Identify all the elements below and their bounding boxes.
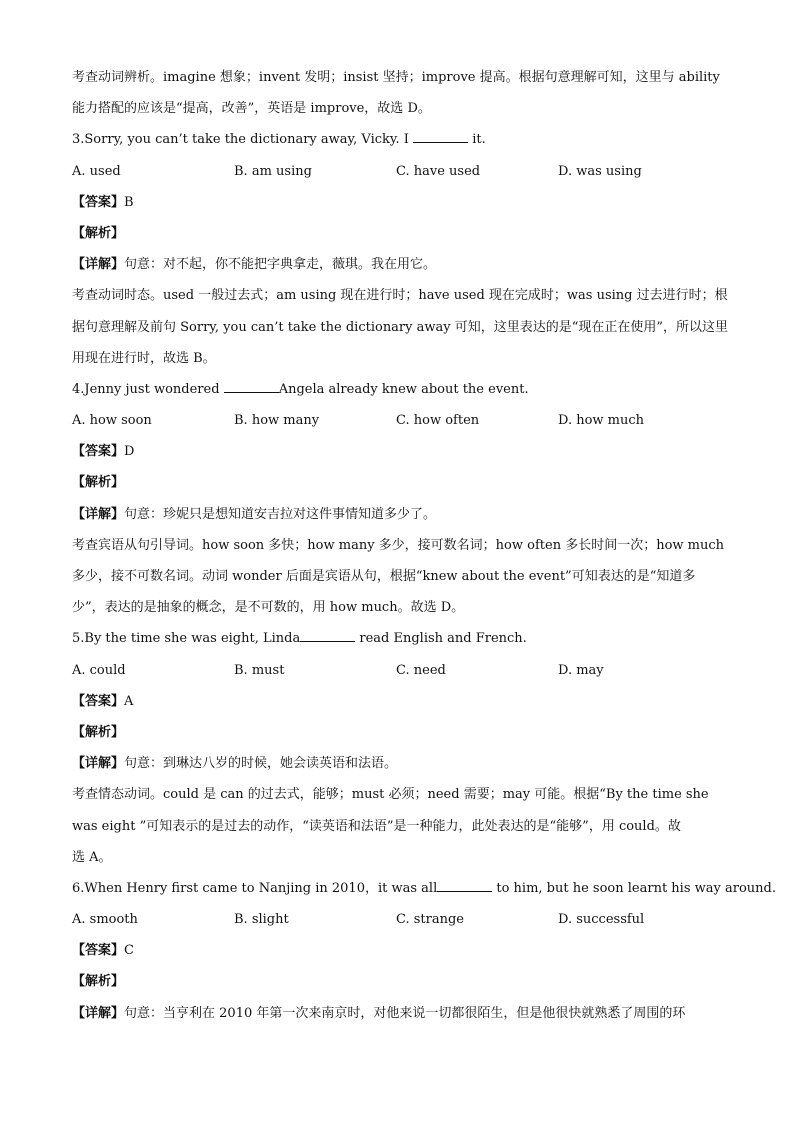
option-c: C. need — [396, 662, 446, 678]
detail-line — [72, 249, 724, 280]
answer-value: A — [124, 693, 134, 709]
option-d: D. was using — [558, 163, 642, 179]
question-3-options — [72, 156, 724, 187]
stem-text: to him, but he soon learnt his way around. — [496, 880, 776, 896]
option-a: A. used — [72, 163, 121, 179]
text-line: 能力搭配的应该是“提高，改善”，英语是 improve，故选 D。 — [72, 101, 431, 117]
detail-text: 句意：当亨利在 2010 年第一次来南京时，对他来说一切都很陌生，但是他很快就熟悉了周围的环 — [124, 1005, 686, 1021]
detail-tag: 【详解】 — [72, 257, 125, 273]
detail-text: 句意：对不起，你不能把字典拿走，薇琪。我在用它。 — [124, 257, 437, 273]
stem-text: 6.When Henry first came to Nanjing in 2010，it was all — [72, 880, 438, 896]
answer-line — [72, 187, 724, 218]
stem-text: 5.By the time she was eight, Linda — [72, 631, 301, 647]
question-3-stem — [72, 124, 724, 155]
explanation-line: was eight ”可知表示的是过去的动作，“读英语和法语”是一种能力，此处表达的是“能够”，用 could。故 — [72, 818, 681, 834]
stem-text: 4.Jenny just wondered — [72, 381, 220, 397]
answer-blank — [224, 380, 279, 393]
analysis-tag: 【解析】 — [72, 974, 125, 990]
answer-tag: 【答案】 — [72, 943, 125, 959]
option-b: B. how many — [234, 413, 320, 429]
option-b: B. am using — [234, 163, 312, 179]
question-4-stem — [72, 374, 724, 405]
stem-text: Angela already knew about the event. — [278, 381, 529, 397]
answer-value: D — [124, 444, 135, 460]
explanation-line: 考查动词时态。used 一般过去式；am using 现在进行时；have used 现在完成时；was using 过去进行时；根 — [72, 288, 728, 304]
question-5-stem — [72, 623, 724, 654]
analysis-line — [72, 467, 724, 498]
analysis-line — [72, 966, 724, 997]
question-6-stem — [72, 873, 776, 904]
answer-blank — [413, 130, 468, 143]
explanation-line: 据句意理解及前句 Sorry, you can’t take the dictionary away 可知，这里表达的是“现在正在使用”，所以这里 — [72, 319, 729, 335]
answer-line — [72, 935, 724, 966]
answer-tag: 【答案】 — [72, 693, 125, 709]
option-a: A. how soon — [72, 413, 152, 429]
explanation-line: 考查宾语从句引导词。how soon 多快；how many 多少，接可数名词；how often 多长时间一次；how much — [72, 537, 725, 553]
answer-blank — [437, 879, 492, 892]
question-5-options — [72, 655, 724, 686]
explanation-line: 多少，接不可数名词。动词 wonder 后面是宾语从句，根据“knew about the event”可知表达的是“知道多 — [72, 569, 696, 584]
option-a: A. smooth — [72, 912, 138, 928]
analysis-tag: 【解析】 — [72, 475, 125, 491]
answer-value: C — [124, 943, 134, 959]
explanation-line: 少”，表达的是抽象的概念，是不可数的，用 how much。故选 D。 — [72, 600, 465, 616]
analysis-line — [72, 218, 724, 249]
detail-tag: 【详解】 — [72, 756, 125, 772]
answer-line — [72, 686, 724, 717]
document-page — [72, 62, 776, 1029]
option-c: C. have used — [396, 163, 481, 179]
option-d: D. successful — [558, 912, 645, 928]
detail-line — [72, 499, 724, 530]
detail-tag: 【详解】 — [72, 1005, 125, 1021]
option-a: A. could — [72, 662, 126, 678]
explanation-line: 考查情态动词。could 是 can 的过去式，能够；must 必须；need 需要；may 可能。根据“By the time she — [72, 787, 709, 803]
answer-line — [72, 436, 724, 467]
option-c: C. how often — [396, 413, 480, 429]
stem-text: it. — [472, 132, 486, 148]
answer-tag: 【答案】 — [72, 444, 125, 460]
option-d: D. may — [558, 662, 604, 678]
detail-line — [72, 998, 724, 1029]
detail-tag: 【详解】 — [72, 506, 125, 522]
question-6-options — [72, 904, 724, 935]
answer-tag: 【答案】 — [72, 194, 125, 210]
stem-text: 3.Sorry, you can’t take the dictionary away, Vicky. I — [72, 132, 409, 148]
text-line: 考查动词辨析。imagine 想象；invent 发明；insist 坚持；improve 提高。根据句意理解可知，这里与 ability — [72, 70, 720, 85]
stem-text: read English and French. — [359, 631, 527, 647]
option-c: C. strange — [396, 912, 464, 928]
analysis-line — [72, 717, 724, 748]
analysis-tag: 【解析】 — [72, 724, 125, 740]
option-b: B. slight — [234, 912, 289, 928]
detail-text: 句意：珍妮只是想知道安吉拉对这件事情知道多少了。 — [124, 506, 437, 522]
detail-line — [72, 748, 724, 779]
detail-text: 句意：到琳达八岁的时候，她会读英语和法语。 — [124, 756, 398, 772]
option-b: B. must — [234, 662, 285, 678]
answer-value: B — [124, 194, 134, 210]
question-4-options — [72, 405, 724, 436]
explanation-line: 选 A。 — [72, 849, 112, 865]
option-d: D. how much — [558, 413, 645, 429]
answer-blank — [300, 629, 355, 642]
explanation-line: 用现在进行时，故选 B。 — [72, 350, 216, 366]
analysis-tag: 【解析】 — [72, 225, 125, 241]
